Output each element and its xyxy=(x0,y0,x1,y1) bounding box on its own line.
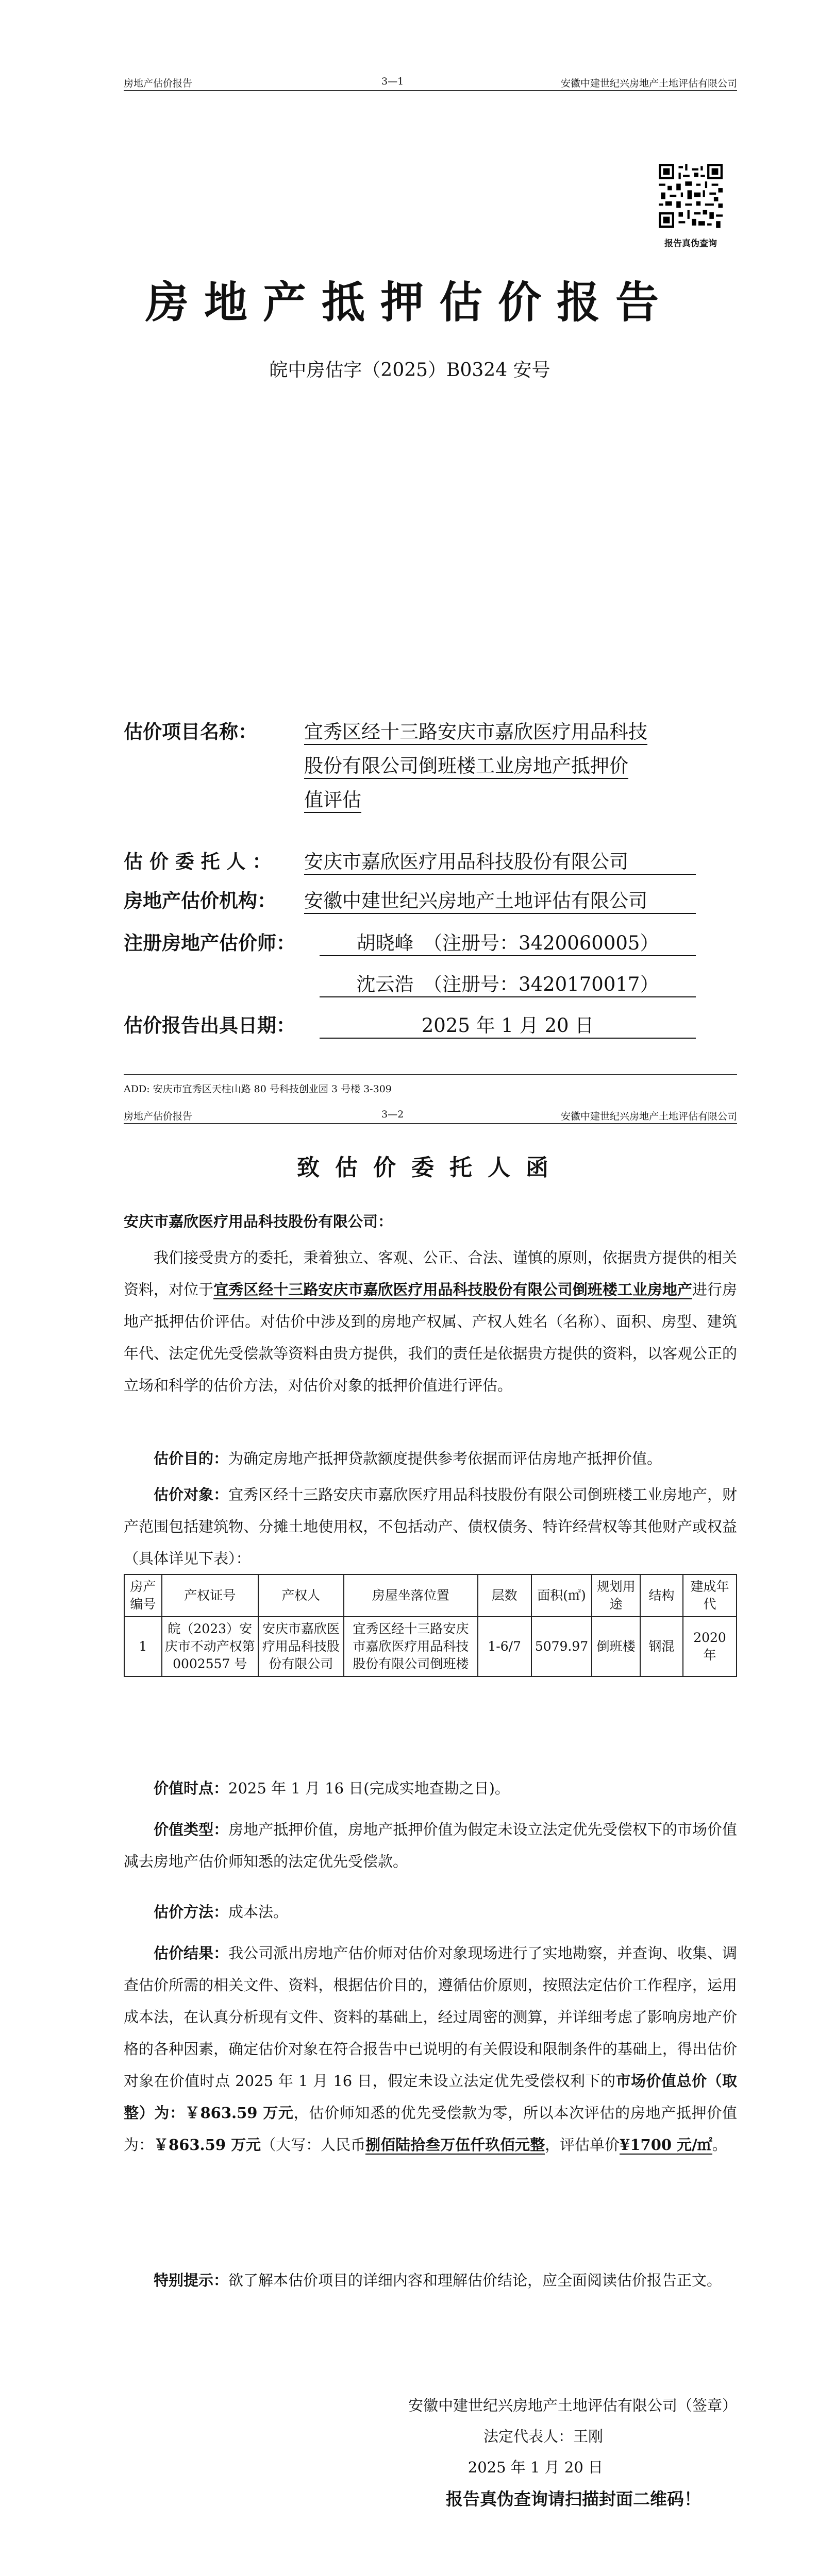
table-cell: 皖（2023）安庆市不动产权第 0002557 号 xyxy=(162,1617,258,1676)
header-left: 房地产估价报告 xyxy=(124,1111,193,1122)
agency-value: 安徽中建世纪兴房地产土地评估有限公司 xyxy=(304,885,696,914)
valuation-time-paragraph: 价值时点：2025 年 1 月 16 日(完成实地查勘之日)。 xyxy=(154,1780,510,1797)
table-header: 层数 xyxy=(478,1574,531,1617)
table-cell: 倒班楼 xyxy=(592,1617,640,1676)
table-cell: 安庆市嘉欣医疗用品科技股份有限公司 xyxy=(258,1617,344,1676)
intro-paragraph: 我们接受贵方的委托，秉着独立、客观、公正、合法、谨慎的原则，依据贵方提供的相关资料，对位于宜秀区经十三路安庆市嘉欣医疗用品科技股份有限公司倒班楼工业房地产进行房地产抵押估价评估。对估价中涉及到的房地产权属、产权人姓名（名称）、面积、房型、建筑年代、法定优先受偿款等资料由贵方提供，我们的责任是依据贵方提供的资料，以客观公正的立场和科学的估价方法，对估价对象的抵押价值进行评估。 xyxy=(124,1249,737,1394)
page-number: 3—2 xyxy=(381,1109,404,1120)
project-name-label: 估价项目名称： xyxy=(124,720,257,743)
agency-label: 房地产估价机构： xyxy=(124,889,276,912)
table-header: 建成年代 xyxy=(683,1574,737,1617)
table-row xyxy=(124,1617,737,1676)
page-number: 3—1 xyxy=(381,76,404,87)
table-header: 规划用途 xyxy=(592,1574,640,1617)
object-paragraph: 估价对象：宜秀区经十三路安庆市嘉欣医疗用品科技股份有限公司倒班楼工业房地产，财产范围包括建筑物、分摊土地使用权，不包括动产、债权债务、特许经营权等其他财产或权益（具体详见下表）： xyxy=(124,1486,737,1567)
page-footer xyxy=(124,1074,737,1095)
page-header xyxy=(124,1103,737,1124)
date-value: 2025 年 1 月 20 日 xyxy=(320,1010,696,1039)
table-header-row xyxy=(124,1574,737,1617)
appraiser-1: 胡晓峰 （注册号：3420060005） xyxy=(320,927,696,956)
property-table xyxy=(124,1574,737,1677)
letter-title: 致估价委托人函 xyxy=(297,1155,564,1181)
qr-code-icon[interactable] xyxy=(659,164,723,228)
header-right: 安徽中建世纪兴房地产土地评估有限公司 xyxy=(560,1111,737,1122)
result-paragraph-part1: 估价结果：我公司派出房地产估价师对估价对象现场进行了实地勘察，并查询、收集、调查估价所需的相关文件、资料，根据估价目的，遵循估价原则，按照法定估价工作程序，运用成本法，在认真分析现有文件、资料的基础上，经过周密的测算，并详细考虑了影响房地产价格的各种因素，确定估价对象在符合报告中已说明的有关假设和限制条件的基础上，得出估价对象在价值时点 2025 年 1 月 16 日，假定未设立法定优先受偿权利下的市场价值总价（取整）为：￥863.59 万元，估价师知悉的优先受偿款为零，所以本次评估的房地产抵押价值为：￥863.59 万元（大写：人民币捌佰陆拾叁万伍仟玖佰元整，评估单价¥1700 元/㎡。 xyxy=(124,1944,737,2154)
header-right: 安徽中建世纪兴房地产土地评估有限公司 xyxy=(560,78,737,89)
project-name-line3: 值评估 xyxy=(304,784,361,813)
page-header xyxy=(124,70,737,91)
table-cell: 宜秀区经十三路安庆市嘉欣医疗用品科技股份有限公司倒班楼 xyxy=(344,1617,478,1676)
method-paragraph: 估价方法：成本法。 xyxy=(154,1903,289,1921)
table-cell: 2020 年 xyxy=(683,1617,737,1676)
report-title: 房地产抵押估价报告 xyxy=(145,277,674,328)
table-header: 房产编号 xyxy=(124,1574,162,1617)
table-header: 房屋坐落位置 xyxy=(344,1574,478,1617)
table-header: 结构 xyxy=(640,1574,683,1617)
appraiser-label: 注册房地产估价师： xyxy=(124,931,295,954)
table-cell: 1 xyxy=(124,1617,162,1676)
footer-address: ADD: 安庆市宜秀区天柱山路 80 号科技创业园 3 号楼 3-309 xyxy=(124,1083,392,1095)
project-name-line1: 宜秀区经十三路安庆市嘉欣医疗用品科技 xyxy=(304,716,647,745)
table-header: 产权人 xyxy=(258,1574,344,1617)
purpose-paragraph: 估价目的：为确定房地产抵押贷款额度提供参考依据而评估房地产抵押价值。 xyxy=(154,1450,662,1467)
appraiser-2: 沈云浩 （注册号：3420170017） xyxy=(320,969,696,997)
verify-notice: 报告真伪查询请扫描封面二维码！ xyxy=(446,2489,701,2509)
client-value: 安庆市嘉欣医疗用品科技股份有限公司 xyxy=(304,846,696,875)
table-header: 面积(㎡) xyxy=(531,1574,592,1617)
special-note-paragraph: 特别提示：欲了解本估价项目的详细内容和理解估价结论，应全面阅读估价报告正文。 xyxy=(154,2272,722,2289)
qr-label: 报告真伪查询 xyxy=(664,239,717,249)
sign-company: 安徽中建世纪兴房地产土地评估有限公司（签章） xyxy=(408,2397,737,2414)
sign-representative: 法定代表人：王刚 xyxy=(483,2428,603,2445)
document-number: 皖中房估字（2025）B0324 安号 xyxy=(269,360,550,381)
client-label: 估 价 委 托 人 ： xyxy=(124,850,272,873)
table-cell: 5079.97 xyxy=(531,1617,592,1676)
value-type-paragraph: 价值类型：房地产抵押价值，房地产抵押价值为假定未设立法定优先受偿权下的市场价值减去房地产估价师知悉的法定优先受偿款。 xyxy=(124,1821,737,1870)
addressee: 安庆市嘉欣医疗用品科技股份有限公司： xyxy=(124,1213,393,1230)
table-cell: 1-6/7 xyxy=(478,1617,531,1676)
header-left: 房地产估价报告 xyxy=(124,78,193,89)
date-label: 估价报告出具日期： xyxy=(124,1014,295,1037)
sign-date: 2025 年 1 月 20 日 xyxy=(468,2459,603,2476)
table-header: 产权证号 xyxy=(162,1574,258,1617)
table-cell: 钢混 xyxy=(640,1617,683,1676)
project-name-line2: 股份有限公司倒班楼工业房地产抵押价 xyxy=(304,750,628,779)
